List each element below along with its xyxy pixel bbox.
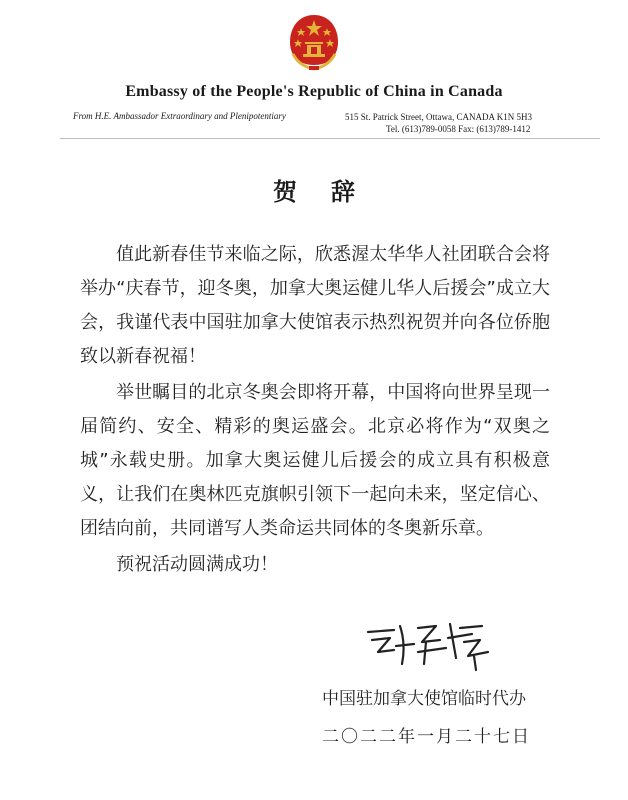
embassy-address-block [345,111,532,135]
letter-title: 贺辞 [273,178,389,206]
phone-fax: Tel. (613)789-0058 Fax: (613)789-1412 [386,124,531,134]
embassy-name: Embassy of the People's Republic of China in Canada [125,83,503,100]
street-address: 515 St. Patrick Street, Ottawa, CANADA K1N 5H3 [345,112,532,122]
header-divider [60,138,600,139]
paragraph-2: 举世瞩目的北京冬奥会即将开幕，中国将向世界呈现一届简约、安全、精彩的奥运盛会。北京必将作为“双奥之城”永载史册。加拿大奥运健儿后援会的成立具有积极意义，让我们在奥林匹克旗帜引领下一起向未来，坚定信心、团结向前，共同谱写人类命运共同体的冬奥新乐章。 [80,382,550,539]
handwritten-signature [360,618,510,673]
sender-name: 中国驻加拿大使馆临时代办 [322,689,526,709]
letter-date: 二〇二二年一月二十七日 [322,727,531,747]
from-ambassador-line: From H.E. Ambassador Extraordinary and Plenipotentiary [73,111,286,121]
paragraph-3: 预祝活动圆满成功！ [116,554,278,575]
paragraph-1: 值此新春佳节来临之际，欣悉渥太华华人社团联合会将举办“庆春节，迎冬奥，加拿大奥运健儿华人后援会”成立大会，我谨代表中国驻加拿大使馆表示热烈祝贺并向各位侨胞致以新春祝福！ [80,244,550,367]
national-emblem-icon [285,12,343,72]
letter-body [80,238,550,584]
